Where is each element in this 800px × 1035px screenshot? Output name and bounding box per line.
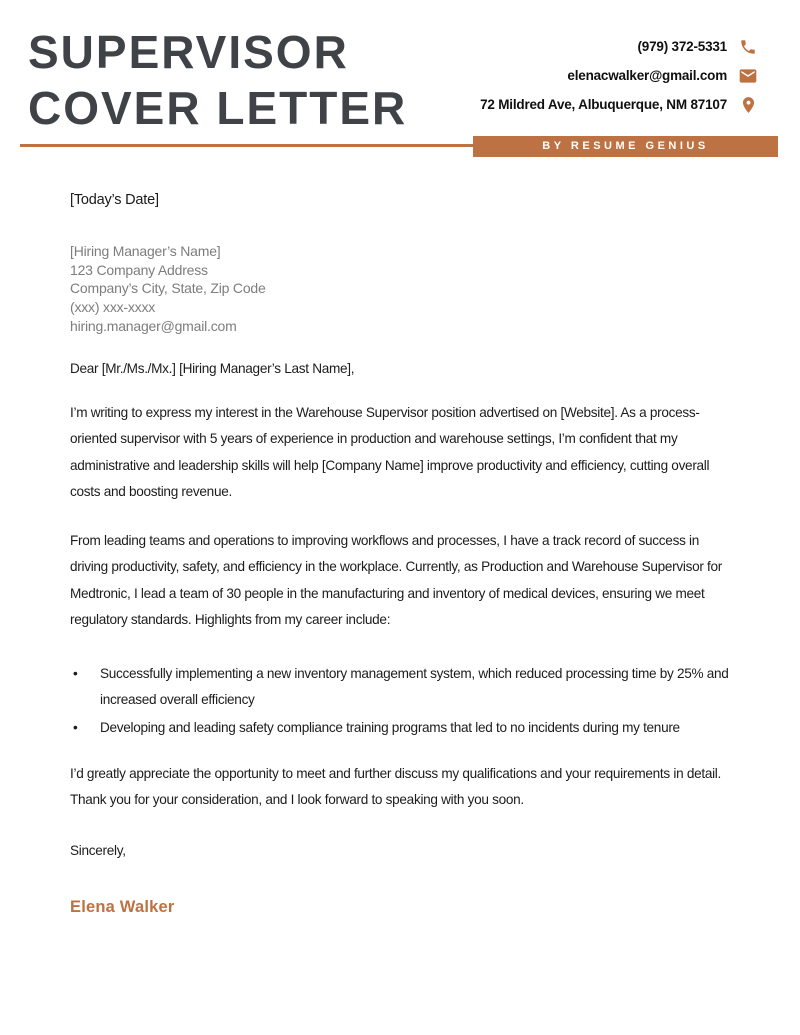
signoff: Sincerely,: [70, 843, 126, 858]
paragraph-closing: I’d greatly appreciate the opportunity to meet and further discuss my qualifications and your requirements in detail. Thank you for your consideration, and I look forward to speaking with you soon.: [70, 766, 722, 808]
street-address: 72 Mildred Ave, Albuquerque, NM 87107: [480, 97, 727, 112]
document-title-line2: COVER LETTER: [28, 82, 408, 134]
recipient-email: hiring.manager@gmail.com: [70, 317, 237, 334]
contact-row-phone: [480, 32, 758, 61]
paragraph-experience: From leading teams and operations to improving workflows and processes, I have a track record of success in driving productivity, safety, and efficiency in the workplace. Currently, as Production and Warehouse Supervisor for Medtronic, I lead a team of 30 people in the manufacturing and inventory of medical devices, ensuring we meet regulatory standards. Highlights from my career include:: [70, 533, 723, 627]
document-title-line1: SUPERVISOR: [28, 26, 349, 78]
salutation: Dear [Mr./Ms./Mx.] [Hiring Manager’s Last Name],: [70, 361, 355, 376]
envelope-icon: [738, 66, 758, 86]
list-item: [70, 661, 730, 714]
highlight-text: Successfully implementing a new inventory management system, which reduced processing time by 25% and increased overall efficiency: [100, 666, 729, 708]
recipient-phone: (xxx) xxx-xxxx: [70, 299, 156, 316]
phone-icon: [738, 37, 758, 57]
highlights-list: [70, 661, 730, 741]
accent-divider-line: [20, 144, 473, 147]
paragraph-intro: I’m writing to express my interest in the Warehouse Supervisor position advertised on [Website]. As a process-oriented supervisor with 5 years of experience in production and warehouse settings, I’m confident that my administrative and leadership skills will help [Company Name] improve productivity and efficiency, cutting overall costs and boosting revenue.: [70, 405, 710, 499]
recipient-city-line: Company’s City, State, Zip Code: [70, 280, 266, 297]
bullet-marker: •: [73, 666, 78, 681]
email-address: elenacwalker@gmail.com: [567, 68, 727, 83]
contact-row-email: [480, 61, 758, 90]
recipient-address-line: 123 Company Address: [70, 261, 208, 278]
recipient-block: [70, 242, 730, 336]
letter-date: [Today’s Date]: [70, 192, 159, 208]
phone-number: (979) 372-5331: [637, 39, 727, 54]
recipient-name: [Hiring Manager’s Name]: [70, 243, 221, 259]
highlight-text: Developing and leading safety compliance training programs that led to no incidents during my tenure: [100, 719, 680, 735]
location-pin-icon: [738, 95, 758, 115]
contact-block: [480, 32, 758, 119]
signature-name: Elena Walker: [70, 898, 175, 916]
byline-banner: BY RESUME GENIUS: [473, 136, 778, 157]
bullet-marker: •: [73, 719, 78, 735]
list-item: [70, 715, 730, 741]
contact-row-address: [480, 90, 758, 119]
document-title: [28, 24, 407, 136]
